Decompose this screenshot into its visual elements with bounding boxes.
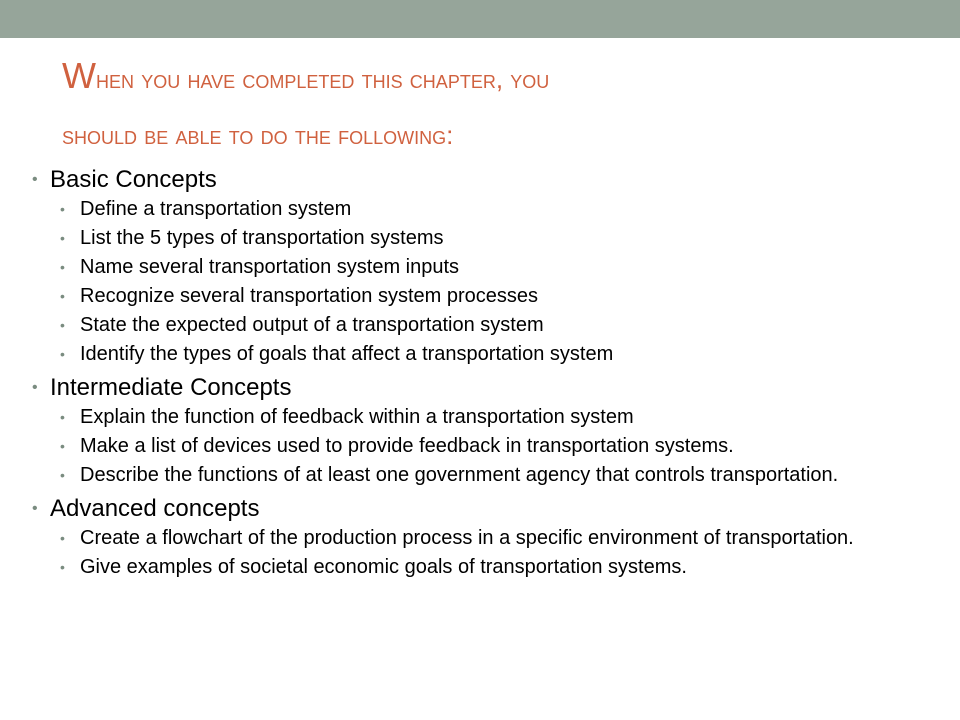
bullet-icon: • (60, 438, 65, 454)
bullet-icon: • (60, 346, 65, 362)
list-item-text: Give examples of societal economic goals of transportation systems. (80, 556, 687, 578)
list-item (60, 464, 932, 487)
section-heading-label: Advanced concepts (50, 495, 260, 522)
section-heading-label: Basic Concepts (50, 166, 217, 193)
list-item (60, 227, 932, 250)
list-item-text: Identify the types of goals that affect a transportation system (80, 343, 614, 365)
list-item (60, 343, 932, 366)
list-item (60, 435, 932, 458)
list-item (60, 285, 932, 308)
list-item-text: Create a flowchart of the production process in a specific environment of transportation. (80, 527, 854, 549)
list-item-text: Explain the function of feedback within a transportation system (80, 406, 634, 428)
bullet-icon: • (60, 409, 65, 425)
title-line-1: When you have completed this chapter, you (62, 55, 550, 96)
title-line-2: should be able to do the following: (62, 120, 454, 150)
bullet-icon: • (60, 559, 65, 575)
list-item-text: Describe the functions of at least one government agency that controls transportation. (80, 464, 839, 486)
list-item-text: Recognize several transportation system processes (80, 285, 538, 307)
bullet-list (32, 164, 932, 585)
header-band (0, 0, 960, 38)
bullet-icon: • (32, 379, 38, 396)
list-item (60, 556, 932, 579)
list-item-text: Make a list of devices used to provide feedback in transportation systems. (80, 435, 734, 457)
bullet-icon: • (32, 171, 38, 188)
bullet-icon: • (60, 317, 65, 333)
bullet-icon: • (60, 467, 65, 483)
title-initial-letter: W (62, 55, 96, 96)
list-item (60, 406, 932, 429)
section-heading-basic (32, 164, 932, 196)
section-heading-label: Intermediate Concepts (50, 374, 292, 401)
section-heading-intermediate (32, 372, 932, 404)
list-item-text: State the expected output of a transportation system (80, 314, 544, 336)
bullet-icon: • (32, 500, 38, 517)
bullet-icon: • (60, 201, 65, 217)
slide-title (62, 48, 922, 163)
list-item-text: Name several transportation system inputs (80, 256, 460, 278)
list-item (60, 314, 932, 337)
bullet-icon: • (60, 230, 65, 246)
list-item (60, 256, 932, 279)
list-item-text: List the 5 types of transportation systems (80, 227, 444, 249)
list-item-text: Define a transportation system (80, 198, 352, 220)
bullet-icon: • (60, 288, 65, 304)
bullet-icon: • (60, 259, 65, 275)
section-heading-advanced (32, 493, 932, 525)
list-item (60, 527, 932, 550)
list-item (60, 198, 932, 221)
bullet-icon: • (60, 530, 65, 546)
